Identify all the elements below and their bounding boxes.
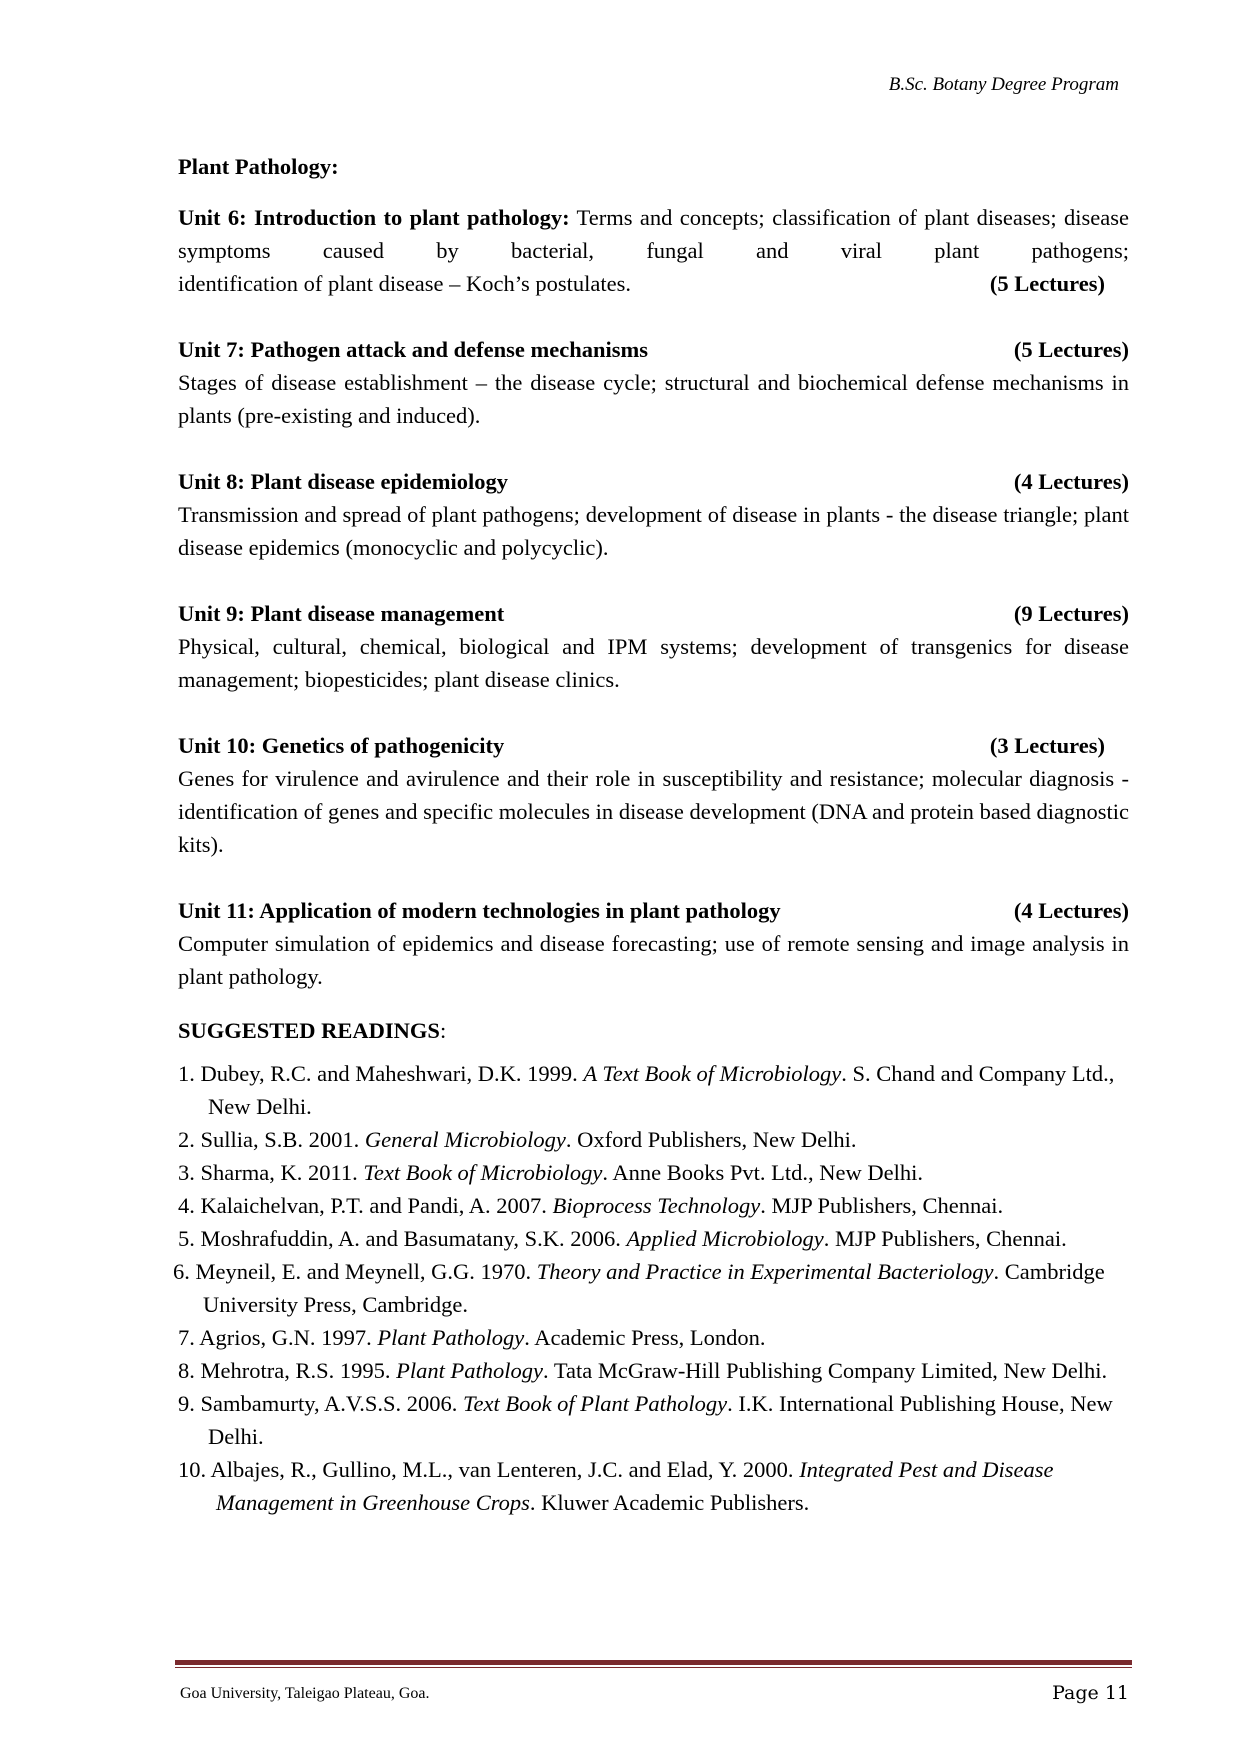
running-header: B.Sc. Botany Degree Program	[888, 74, 1119, 95]
page-number: Page 11	[1052, 1682, 1129, 1704]
page-content	[173, 150, 1129, 1519]
reading-item: 8. Mehrotra, R.S. 1995. Plant Pathology. Tata McGraw-Hill Publishing Company Limited, New Delhi.	[178, 1358, 1108, 1383]
unit-6-body-last: identification of plant disease – Koch’s postulates.	[178, 271, 632, 296]
unit-8	[178, 465, 1129, 564]
unit-6	[178, 201, 1129, 300]
section-title: Plant Pathology:	[178, 154, 339, 179]
reading-item: 9. Sambamurty, A.V.S.S. 2006. Text Book of Plant Pathology. I.K. International Publishing House, New Delhi.	[178, 1391, 1113, 1449]
unit-11-body: Computer simulation of epidemics and disease forecasting; use of remote sensing and image analysis in plant pathology.	[178, 931, 1129, 989]
unit-7-title: Unit 7: Pathogen attack and defense mechanisms	[178, 337, 648, 362]
unit-9-body: Physical, cultural, chemical, biological and IPM systems; development of transgenics for disease management; biopesticides; plant disease clinics.	[178, 634, 1129, 692]
unit-8-body: Transmission and spread of plant pathogens; development of disease in plants - the disease triangle; plant disease epidemics (monocyclic and polycyclic).	[178, 502, 1129, 560]
unit-9-lectures: (9 Lectures)	[1013, 601, 1129, 626]
footer-institution: Goa University, Taleigao Plateau, Goa.	[180, 1685, 430, 1702]
unit-8-title: Unit 8: Plant disease epidemiology	[178, 469, 508, 494]
unit-10-title: Unit 10: Genetics of pathogenicity	[178, 733, 505, 758]
reading-item: 1. Dubey, R.C. and Maheshwari, D.K. 1999. A Text Book of Microbiology. S. Chand and Company Ltd., New Delhi.	[178, 1061, 1115, 1119]
unit-10	[178, 729, 1129, 861]
unit-8-lectures: (4 Lectures)	[1013, 469, 1129, 494]
unit-11-title: Unit 11: Application of modern technologies in plant pathology	[178, 898, 781, 923]
reading-item: 7. Agrios, G.N. 1997. Plant Pathology. Academic Press, London.	[178, 1325, 766, 1350]
reading-item: 10. Albajes, R., Gullino, M.L., van Lenteren, J.C. and Elad, Y. 2000. Integrated Pest and Disease Management in Greenhouse Crops. Kluwer Academic Publishers.	[178, 1457, 1054, 1515]
unit-9	[178, 597, 1129, 696]
unit-11-lectures: (4 Lectures)	[1013, 898, 1129, 923]
reading-item: 4. Kalaichelvan, P.T. and Pandi, A. 2007. Bioprocess Technology. MJP Publishers, Chennai.	[178, 1193, 1004, 1218]
unit-10-lectures: (3 Lectures)	[989, 733, 1105, 758]
unit-7	[178, 333, 1129, 432]
footer-divider	[175, 1660, 1132, 1668]
unit-10-body: Genes for virulence and avirulence and their role in susceptibility and resistance; molecular diagnosis - identification of genes and specific molecules in disease development (DNA and protein based diagnostic kits).	[178, 766, 1129, 857]
reading-item: 5. Moshrafuddin, A. and Basumatany, S.K. 2006. Applied Microbiology. MJP Publishers, Chennai.	[178, 1226, 1067, 1251]
reading-item: 2. Sullia, S.B. 2001. General Microbiology. Oxford Publishers, New Delhi.	[178, 1127, 857, 1152]
unit-7-lectures: (5 Lectures)	[1013, 337, 1129, 362]
unit-6-title: Unit 6: Introduction to plant pathology:	[178, 205, 570, 230]
unit-7-body: Stages of disease establishment – the disease cycle; structural and biochemical defense mechanisms in plants (pre-existing and induced).	[178, 370, 1129, 428]
readings-list	[173, 1057, 1129, 1519]
readings-title: SUGGESTED READINGS:	[178, 1018, 447, 1043]
reading-item: 3. Sharma, K. 2011. Text Book of Microbiology. Anne Books Pvt. Ltd., New Delhi.	[178, 1160, 923, 1185]
reading-item: 6. Meyneil, E. and Meynell, G.G. 1970. Theory and Practice in Experimental Bacteriology. Cambridge University Press, Cambridge.	[173, 1259, 1105, 1317]
unit-9-title: Unit 9: Plant disease management	[178, 601, 505, 626]
unit-6-body: Terms and concepts; classification of plant diseases; disease symptoms caused by bacterial, fungal and viral plant pathogens;	[178, 205, 1129, 263]
unit-11	[178, 894, 1129, 993]
unit-6-lectures: (5 Lectures)	[989, 271, 1105, 296]
